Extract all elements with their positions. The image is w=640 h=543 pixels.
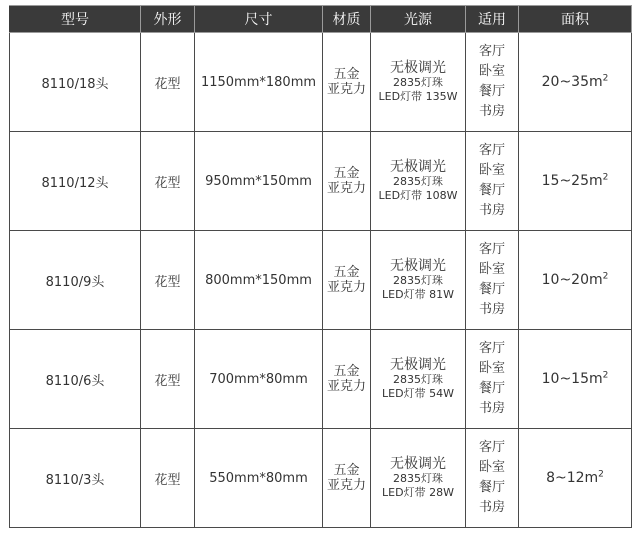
material-line: 亚克力: [326, 181, 366, 196]
light-strip: LED灯带 28W: [382, 485, 454, 499]
material-line: 五金: [333, 364, 360, 379]
material-cell: [323, 330, 371, 429]
header-model: 型号: [10, 6, 141, 33]
area-text: 8~12m: [546, 470, 599, 486]
header-material: 材质: [323, 6, 371, 33]
size-cell: [195, 33, 323, 132]
header-shape: 外形: [141, 6, 195, 33]
model-cell: [10, 429, 141, 528]
model-text: 8110/6头: [45, 373, 105, 389]
model-cell: [10, 231, 141, 330]
light-strip: LED灯带 81W: [382, 287, 454, 301]
material-line: 五金: [333, 265, 360, 280]
material-line: 五金: [333, 166, 360, 181]
light-chip: 2835灯珠: [392, 372, 443, 386]
header-usage: 适用: [466, 6, 519, 33]
usage-room: 餐厅: [478, 84, 505, 99]
light-source-cell: [371, 33, 466, 132]
model-cell: [10, 132, 141, 231]
light-source-cell: [371, 132, 466, 231]
usage-room: 餐厅: [478, 480, 505, 495]
header-light-source: 光源: [371, 6, 466, 33]
area-superscript: 2: [602, 172, 609, 183]
model-text: 8110/18头: [41, 76, 109, 92]
shape-text: 花型: [154, 472, 181, 488]
area-cell: [519, 429, 632, 528]
size-cell: [195, 429, 323, 528]
usage-room: 书房: [478, 302, 505, 317]
material-cell: [323, 132, 371, 231]
area-cell: [519, 330, 632, 429]
usage-room: 书房: [478, 104, 505, 119]
usage-room: 餐厅: [478, 381, 505, 396]
spec-sheet: [9, 5, 631, 528]
area-cell: [519, 33, 632, 132]
shape-cell: [141, 429, 195, 528]
shape-text: 花型: [154, 76, 181, 92]
light-chip: 2835灯珠: [392, 471, 443, 485]
material-line: 亚克力: [326, 478, 366, 493]
area-text: 10~15m: [541, 371, 603, 387]
light-chip: 2835灯珠: [392, 273, 443, 287]
usage-room: 客厅: [478, 44, 505, 59]
material-cell: [323, 429, 371, 528]
shape-cell: [141, 132, 195, 231]
light-strip: LED灯带 135W: [378, 89, 458, 103]
shape-cell: [141, 33, 195, 132]
light-strip: LED灯带 54W: [382, 386, 454, 400]
material-cell: [323, 231, 371, 330]
header-size: 尺寸: [195, 6, 323, 33]
table-row: [10, 132, 632, 231]
light-source-cell: [371, 429, 466, 528]
size-cell: [195, 132, 323, 231]
material-line: 五金: [333, 463, 360, 478]
model-text: 8110/9头: [45, 274, 105, 290]
area-text: 10~20m: [541, 272, 603, 288]
area-cell: [519, 132, 632, 231]
usage-room: 客厅: [478, 440, 505, 455]
material-line: 亚克力: [326, 280, 366, 295]
area-cell: [519, 231, 632, 330]
usage-room: 卧室: [478, 163, 505, 178]
light-dimming: 无极调光: [389, 158, 446, 175]
usage-cell: [466, 231, 519, 330]
shape-text: 花型: [154, 373, 181, 389]
usage-room: 客厅: [478, 242, 505, 257]
light-strip: LED灯带 108W: [378, 188, 458, 202]
usage-room: 卧室: [478, 460, 505, 475]
material-line: 亚克力: [326, 82, 366, 97]
size-cell: [195, 231, 323, 330]
area-superscript: 2: [598, 469, 604, 480]
light-dimming: 无极调光: [389, 257, 446, 274]
model-cell: [10, 330, 141, 429]
size-text: 1150mm*180mm: [200, 74, 317, 90]
usage-room: 卧室: [478, 361, 505, 376]
usage-room: 书房: [478, 500, 505, 515]
model-text: 8110/3头: [45, 472, 105, 488]
size-text: 700mm*80mm: [209, 371, 308, 387]
area-superscript: 2: [602, 271, 609, 282]
light-dimming: 无极调光: [389, 59, 446, 76]
material-line: 亚克力: [326, 379, 366, 394]
usage-cell: [466, 330, 519, 429]
material-line: 五金: [333, 67, 360, 82]
shape-text: 花型: [154, 274, 181, 290]
shape-cell: [141, 231, 195, 330]
usage-room: 餐厅: [478, 183, 505, 198]
usage-cell: [466, 132, 519, 231]
usage-room: 餐厅: [478, 282, 505, 297]
shape-text: 花型: [154, 175, 181, 191]
light-chip: 2835灯珠: [392, 75, 443, 89]
usage-room: 卧室: [478, 262, 505, 277]
header-area: 面积: [519, 6, 632, 33]
area-text: 20~35m: [541, 74, 603, 90]
model-text: 8110/12头: [41, 175, 109, 191]
usage-cell: [466, 429, 519, 528]
spec-table: [9, 5, 632, 528]
material-cell: [323, 33, 371, 132]
size-text: 800mm*150mm: [205, 272, 312, 288]
size-cell: [195, 330, 323, 429]
light-dimming: 无极调光: [389, 356, 446, 373]
usage-cell: [466, 33, 519, 132]
usage-room: 客厅: [478, 143, 505, 158]
shape-cell: [141, 330, 195, 429]
light-dimming: 无极调光: [389, 455, 446, 472]
light-chip: 2835灯珠: [392, 174, 443, 188]
area-text: 15~25m: [541, 173, 603, 189]
area-superscript: 2: [602, 73, 609, 84]
usage-room: 书房: [478, 203, 505, 218]
size-text: 550mm*80mm: [209, 470, 308, 486]
table-row: [10, 429, 632, 528]
usage-room: 书房: [478, 401, 505, 416]
usage-room: 卧室: [478, 64, 505, 79]
table-row: [10, 231, 632, 330]
header-row: [10, 6, 632, 33]
size-text: 950mm*150mm: [205, 173, 312, 189]
table-row: [10, 33, 632, 132]
usage-room: 客厅: [478, 341, 505, 356]
light-source-cell: [371, 231, 466, 330]
area-superscript: 2: [602, 370, 609, 381]
table-row: [10, 330, 632, 429]
light-source-cell: [371, 330, 466, 429]
model-cell: [10, 33, 141, 132]
